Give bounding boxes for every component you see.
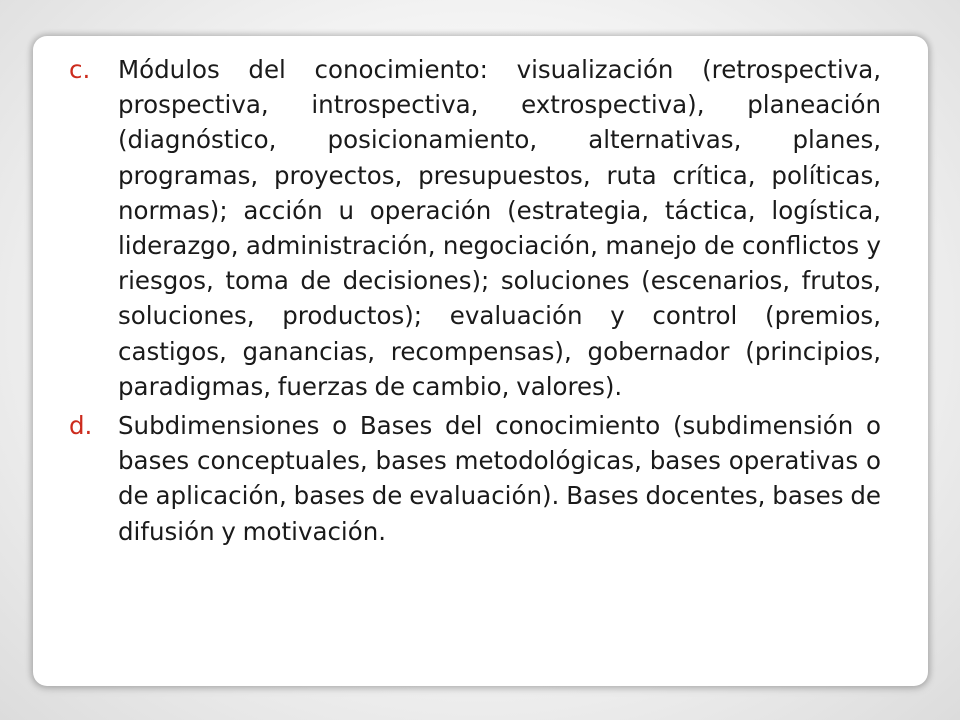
list-item-d: [33, 408, 928, 549]
slide-card: [33, 36, 928, 686]
list-item-c: [33, 52, 928, 404]
item-list: [33, 52, 928, 553]
list-item-text: Módulos del conocimiento: visualización (retrospectiva, prospectiva, introspectiva, extrospectiva), planeación (diagnóstico, posicionamiento, alternativas, planes, programas, proyectos, presupuestos, ruta crítica, políticas, normas); acción u operación (estrategia, táctica, logística, liderazgo, administración, negociación, manejo de conflictos y riesgos, toma de decisiones); soluciones (escenarios, frutos, soluciones, productos); evaluación y control (premios, castigos, ganancias, recompensas), gobernador (principios, paradigmas, fuerzas de cambio, valores).: [118, 55, 881, 401]
list-item-text: Subdimensiones o Bases del conocimiento (subdimensión o bases conceptuales, bases metodológicas, bases operativas o de aplicación, bases de evaluación). Bases docentes, bases de difusión y motivación.: [118, 411, 881, 546]
list-marker: d.: [69, 411, 93, 441]
list-marker: c.: [69, 55, 91, 84]
